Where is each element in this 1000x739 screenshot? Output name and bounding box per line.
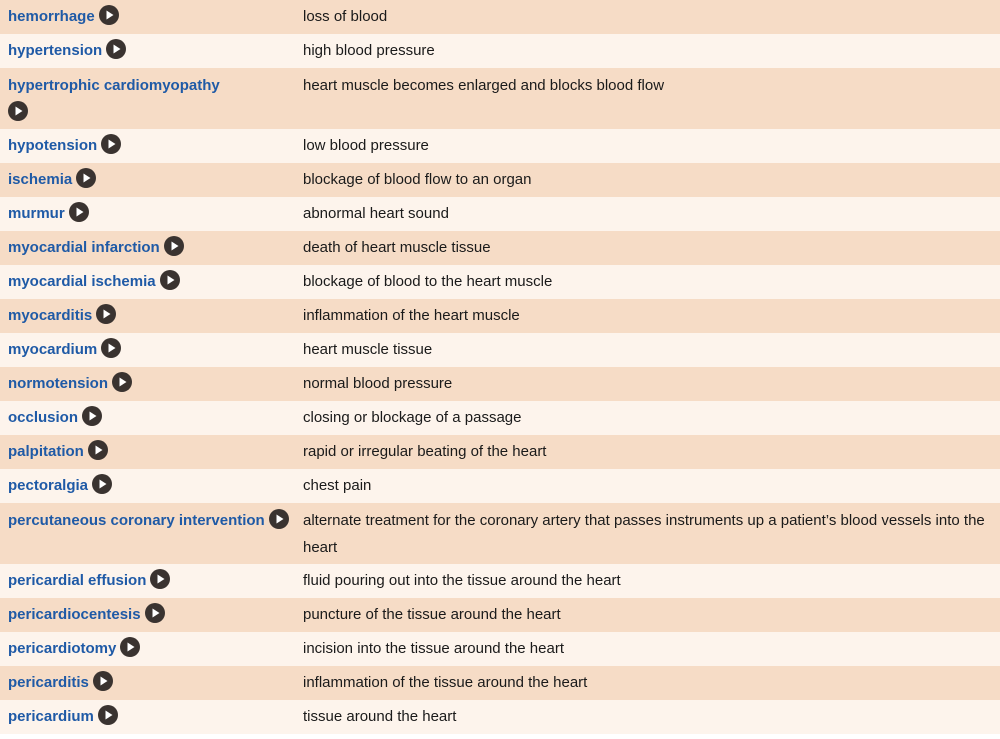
term-cell <box>0 503 297 564</box>
term-cell <box>0 666 297 700</box>
term-label[interactable]: hypertension <box>8 42 103 59</box>
term-cell <box>0 0 297 34</box>
definition-cell: incision into the tissue around the heart <box>297 632 1000 666</box>
table-row <box>0 231 1000 265</box>
play-audio-icon[interactable] <box>82 406 102 426</box>
definition-cell: death of heart muscle tissue <box>297 231 1000 265</box>
table-row <box>0 0 1000 34</box>
definition-cell: inflammation of the heart muscle <box>297 299 1000 333</box>
term-label[interactable]: pectoralgia <box>8 477 89 494</box>
play-audio-icon[interactable] <box>98 705 118 725</box>
term-label[interactable]: murmur <box>8 205 65 222</box>
table-row <box>0 469 1000 503</box>
table-row <box>0 265 1000 299</box>
definition-cell: inflammation of the tissue around the heart <box>297 666 1000 700</box>
table-row <box>0 197 1000 231</box>
play-audio-icon[interactable] <box>69 202 89 222</box>
definition-cell: loss of blood <box>297 0 1000 34</box>
definition-cell: high blood pressure <box>297 34 1000 68</box>
play-audio-icon[interactable] <box>106 39 126 59</box>
definition-cell: abnormal heart sound <box>297 197 1000 231</box>
play-audio-icon[interactable] <box>150 569 170 589</box>
term-cell <box>0 469 297 503</box>
term-label[interactable]: myocardial ischemia <box>8 273 156 290</box>
definition-cell: alternate treatment for the coronary artery that passes instruments up a patient’s blood vessels into the heart <box>297 503 1000 564</box>
term-label[interactable]: percutaneous coronary intervention <box>8 512 265 529</box>
term-cell <box>0 367 297 401</box>
table-row <box>0 435 1000 469</box>
term-cell <box>0 598 297 632</box>
play-audio-icon[interactable] <box>76 168 96 188</box>
definition-cell: low blood pressure <box>297 129 1000 163</box>
definition-cell: heart muscle tissue <box>297 333 1000 367</box>
table-row <box>0 401 1000 435</box>
definition-cell: rapid or irregular beating of the heart <box>297 435 1000 469</box>
term-cell <box>0 163 297 197</box>
table-row <box>0 700 1000 734</box>
term-cell <box>0 564 297 598</box>
definition-cell: tissue around the heart <box>297 700 1000 734</box>
table-row <box>0 68 1000 129</box>
play-audio-icon[interactable] <box>269 509 289 529</box>
term-label[interactable]: hypotension <box>8 137 98 154</box>
term-cell <box>0 299 297 333</box>
term-cell <box>0 197 297 231</box>
definition-cell: fluid pouring out into the tissue around the heart <box>297 564 1000 598</box>
term-label[interactable]: myocardial infarction <box>8 239 160 256</box>
term-label[interactable]: occlusion <box>8 409 79 426</box>
term-label[interactable]: hypertrophic cardiomyopathy <box>8 77 220 94</box>
term-cell <box>0 34 297 68</box>
table-row <box>0 367 1000 401</box>
table-row <box>0 564 1000 598</box>
table-row <box>0 666 1000 700</box>
term-cell <box>0 231 297 265</box>
term-label[interactable]: pericardiotomy <box>8 640 117 657</box>
table-row <box>0 34 1000 68</box>
definition-cell: heart muscle becomes enlarged and blocks blood flow <box>297 68 1000 129</box>
term-label[interactable]: pericardial effusion <box>8 572 147 589</box>
term-label[interactable]: normotension <box>8 375 108 392</box>
play-audio-icon[interactable] <box>101 134 121 154</box>
term-label[interactable]: pericardium <box>8 708 94 725</box>
definition-cell: closing or blockage of a passage <box>297 401 1000 435</box>
term-label[interactable]: palpitation <box>8 443 84 460</box>
definition-cell: chest pain <box>297 469 1000 503</box>
term-cell <box>0 333 297 367</box>
term-cell <box>0 435 297 469</box>
table-row <box>0 333 1000 367</box>
play-audio-icon[interactable] <box>92 474 112 494</box>
play-audio-icon[interactable] <box>88 440 108 460</box>
term-label[interactable]: pericardiocentesis <box>8 606 141 623</box>
play-audio-icon[interactable] <box>160 270 180 290</box>
table-row <box>0 163 1000 197</box>
definition-cell: puncture of the tissue around the heart <box>297 598 1000 632</box>
term-label[interactable]: hemorrhage <box>8 8 95 25</box>
term-cell <box>0 68 297 129</box>
table-row <box>0 299 1000 333</box>
table-row <box>0 598 1000 632</box>
term-cell <box>0 265 297 299</box>
term-label[interactable]: myocarditis <box>8 307 93 324</box>
definition-cell: blockage of blood to the heart muscle <box>297 265 1000 299</box>
table-row <box>0 503 1000 564</box>
play-audio-icon[interactable] <box>101 338 121 358</box>
term-label[interactable]: ischemia <box>8 171 73 188</box>
play-audio-icon[interactable] <box>8 101 28 121</box>
definition-cell: normal blood pressure <box>297 367 1000 401</box>
play-audio-icon[interactable] <box>120 637 140 657</box>
play-audio-icon[interactable] <box>99 5 119 25</box>
play-audio-icon[interactable] <box>112 372 132 392</box>
term-label[interactable]: myocardium <box>8 341 98 358</box>
term-cell <box>0 700 297 734</box>
term-cell <box>0 401 297 435</box>
term-cell <box>0 129 297 163</box>
play-audio-icon[interactable] <box>164 236 184 256</box>
play-audio-icon[interactable] <box>93 671 113 691</box>
play-audio-icon[interactable] <box>145 603 165 623</box>
play-audio-icon[interactable] <box>96 304 116 324</box>
term-label[interactable]: pericarditis <box>8 674 89 691</box>
table-row <box>0 129 1000 163</box>
table-row <box>0 632 1000 666</box>
term-cell <box>0 632 297 666</box>
definition-cell: blockage of blood flow to an organ <box>297 163 1000 197</box>
